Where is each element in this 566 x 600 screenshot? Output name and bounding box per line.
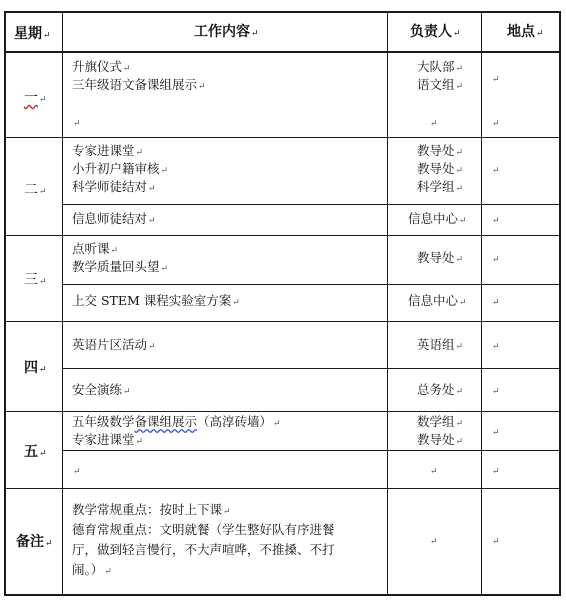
column-divider [481, 11, 482, 596]
note-line: 厅，做到轻言慢行，不大声喧哗，不推搡、不打 [72, 542, 335, 557]
person-cell: 大队部↵ [417, 59, 464, 74]
person-cell: ↵ [430, 537, 438, 547]
content-item: ↵ [73, 119, 81, 129]
day-cell-monday: 一↵ [24, 90, 47, 106]
content-item: 教学质量回头望↵ [72, 259, 169, 274]
subrow-divider [62, 284, 561, 285]
place-cell: ↵ [492, 216, 500, 226]
content-item: 信息师徒结对↵ [72, 211, 156, 226]
header-person: 负责人↵ [410, 24, 461, 40]
person-cell: 教导处↵ [417, 432, 464, 447]
place-cell: ↵ [492, 255, 500, 265]
place-cell: ↵ [492, 119, 500, 129]
person-cell: 语文组↵ [417, 77, 464, 92]
row-divider [4, 235, 561, 236]
column-divider [62, 11, 63, 596]
content-item: 升旗仪式↵ [72, 59, 131, 74]
person-cell: 数学组↵ [417, 414, 464, 429]
place-cell: ↵ [492, 428, 500, 438]
day-cell-friday: 五↵ [24, 444, 47, 460]
header-day: 星期↵ [14, 26, 51, 42]
content-item: 安全演练↵ [72, 382, 131, 397]
content-item: 小升初户籍审核↵ [72, 161, 169, 176]
header-content: 工作内容↵ [194, 24, 259, 40]
content-item: 英语片区活动↵ [72, 337, 156, 352]
header-place: 地点↵ [507, 24, 544, 40]
place-cell: ↵ [492, 537, 500, 547]
note-line: 闹。）↵ [72, 562, 112, 577]
content-item: 点听课↵ [72, 241, 119, 256]
table-border-bottom [4, 594, 561, 596]
day-cell-notes: 备注↵ [16, 534, 53, 550]
subrow-divider [62, 368, 561, 369]
person-cell: 教导处↵ [417, 143, 464, 158]
person-cell: 信息中心↵ [408, 211, 467, 226]
person-cell: 信息中心↵ [408, 293, 467, 308]
day-cell-wednesday: 三↵ [24, 272, 47, 288]
content-item: 三年级语文备课组展示↵ [72, 77, 206, 92]
row-divider [4, 321, 561, 322]
content-item: 专家进课堂↵ [72, 143, 144, 158]
person-cell: ↵ [430, 467, 438, 477]
person-cell: 教导处↵ [417, 250, 464, 265]
header-divider [4, 51, 561, 53]
place-cell: ↵ [492, 75, 500, 85]
content-item: 五年级数学备课组展示（高淳砖墙）↵ [72, 414, 281, 429]
note-line: 德育常规重点：文明就餐（学生整好队有序进餐 [72, 522, 335, 537]
table-border-top [4, 11, 561, 13]
weekly-schedule-table [4, 11, 561, 596]
subrow-divider [62, 204, 561, 205]
row-divider [4, 137, 561, 138]
note-line: 教学常规重点：按时上下课↵ [72, 502, 231, 517]
person-cell: 科学组↵ [417, 179, 464, 194]
place-cell: ↵ [492, 342, 500, 352]
table-border-right [559, 11, 561, 596]
person-cell: 英语组↵ [417, 337, 464, 352]
person-cell: 总务处↵ [417, 382, 464, 397]
column-divider [387, 11, 388, 596]
content-item: 专家进课堂↵ [72, 432, 144, 447]
row-divider [4, 411, 561, 412]
content-item: ↵ [73, 467, 81, 477]
place-cell: ↵ [492, 387, 500, 397]
place-cell: ↵ [492, 298, 500, 308]
place-cell: ↵ [492, 467, 500, 477]
day-cell-tuesday: 二↵ [24, 182, 47, 198]
place-cell: ↵ [492, 166, 500, 176]
day-cell-thursday: 四↵ [24, 360, 47, 376]
person-cell: ↵ [430, 119, 438, 129]
row-divider [4, 488, 561, 489]
person-cell: 教导处↵ [417, 161, 464, 176]
content-item: 科学师徒结对↵ [72, 179, 156, 194]
content-item: 上交 STEM 课程实验室方案↵ [72, 293, 240, 308]
table-border-left [4, 11, 6, 596]
